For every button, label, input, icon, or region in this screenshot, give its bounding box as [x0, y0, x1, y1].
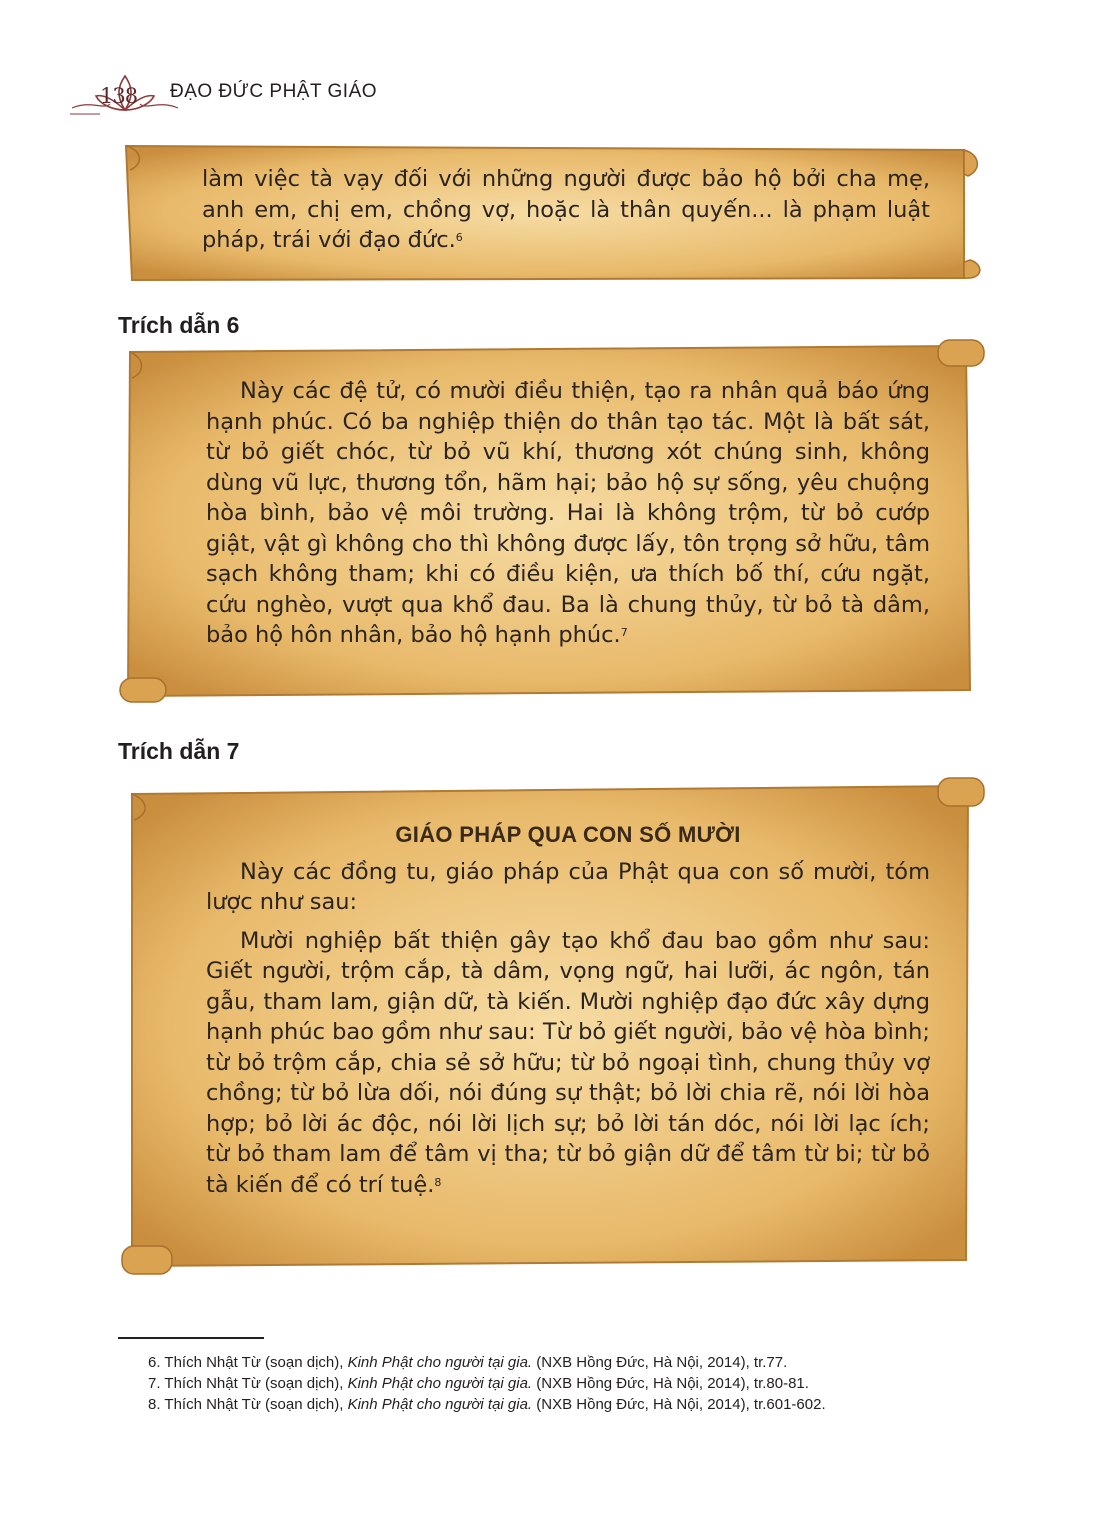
- footnote-ref-6[interactable]: 6: [455, 231, 463, 244]
- quote-7-intro: Này các đồng tu, giáo pháp của Phật qua con số mười, tóm lược như sau:: [206, 858, 930, 915]
- quote-7-heading: Trích dẫn 7: [118, 738, 240, 764]
- quote-6-scroll: [118, 338, 988, 706]
- quote-6-heading: Trích dẫn 6: [118, 312, 240, 338]
- quote-7-title: GIÁO PHÁP QUA CON SỐ MƯỜI: [395, 822, 741, 847]
- footnote-6: 6. Thích Nhật Từ (soạn dịch), Kinh Phật cho người tại gia. (NXB Hồng Đức, Hà Nội, 2014), tr.77.: [148, 1354, 788, 1371]
- running-title: ĐẠO ĐỨC PHẬT GIÁO: [170, 81, 378, 102]
- footnote-7: 7. Thích Nhật Từ (soạn dịch), Kinh Phật cho người tại gia. (NXB Hồng Đức, Hà Nội, 2014), tr.80-81.: [148, 1375, 809, 1392]
- footnotes: [118, 1352, 988, 1415]
- quote-6-text: Này các đệ tử, có mười điều thiện, tạo ra nhân quả báo ứng hạnh phúc. Có ba nghiệp thiện do thân tạo tác. Một là bất sát, từ bỏ giết chóc, từ bỏ vũ khí, thương xót chúng sinh, không dùng vũ lực, thương tổn, hãm hại; bảo hộ sự sống, yêu chuộng hòa bình, bảo vệ môi trường. Hai là không trộm, từ bỏ cướp giật, vật gì không cho thì không được lấy, tôn trọng sở hữu, tâm sạch không tham; khi có điều kiện, ưa thích bố thí, cứu ngặt, cứu nghèo, vượt qua khổ đau. Ba là chung thủy, từ bỏ tà dâm, bảo hộ hôn nhân, bảo hộ hạnh phúc.: [206, 378, 930, 648]
- footnote-8: 8. Thích Nhật Từ (soạn dịch), Kinh Phật cho người tại gia. (NXB Hồng Đức, Hà Nội, 2014), tr.601-602.: [148, 1396, 826, 1413]
- footnote-ref-7[interactable]: 7: [620, 626, 628, 639]
- footnote-divider: [118, 1337, 264, 1339]
- scroll1-text: làm việc tà vạy đối với những người được bảo hộ bởi cha mẹ, anh em, chị em, chồng vợ, hoặc là thân quyến... là phạm luật pháp, trái với đạo đức.: [202, 166, 930, 253]
- quote-scroll-continued: [118, 140, 988, 290]
- quote-7-scroll: [118, 772, 988, 1282]
- page-number: 138: [100, 84, 138, 108]
- quote-7-text: Mười nghiệp bất thiện gây tạo khổ đau bao gồm như sau: Giết người, trộm cắp, tà dâm, vọng ngữ, hai lưỡi, ác ngôn, tán gẫu, tham lam, giận dữ, tà kiến. Mười nghiệp đạo đức xây dựng hạnh phúc bao gồm như sau: Từ bỏ giết người, bảo vệ hòa bình; từ bỏ trộm cắp, chia sẻ sở hữu; từ bỏ ngoại tình, chung thủy vợ chồng; từ bỏ lừa dối, nói đúng sự thật; bỏ lời chia rẽ, nói lời hòa hợp; bỏ lời ác độc, nói lời lịch sự; bỏ lời tán dóc, nói lời lạc ích; từ bỏ tham lam để tâm vị tha; từ bỏ giận dữ để tâm từ bi; từ bỏ tà kiến để có trí tuệ.: [206, 927, 930, 1198]
- footnote-ref-8[interactable]: 8: [434, 1175, 442, 1189]
